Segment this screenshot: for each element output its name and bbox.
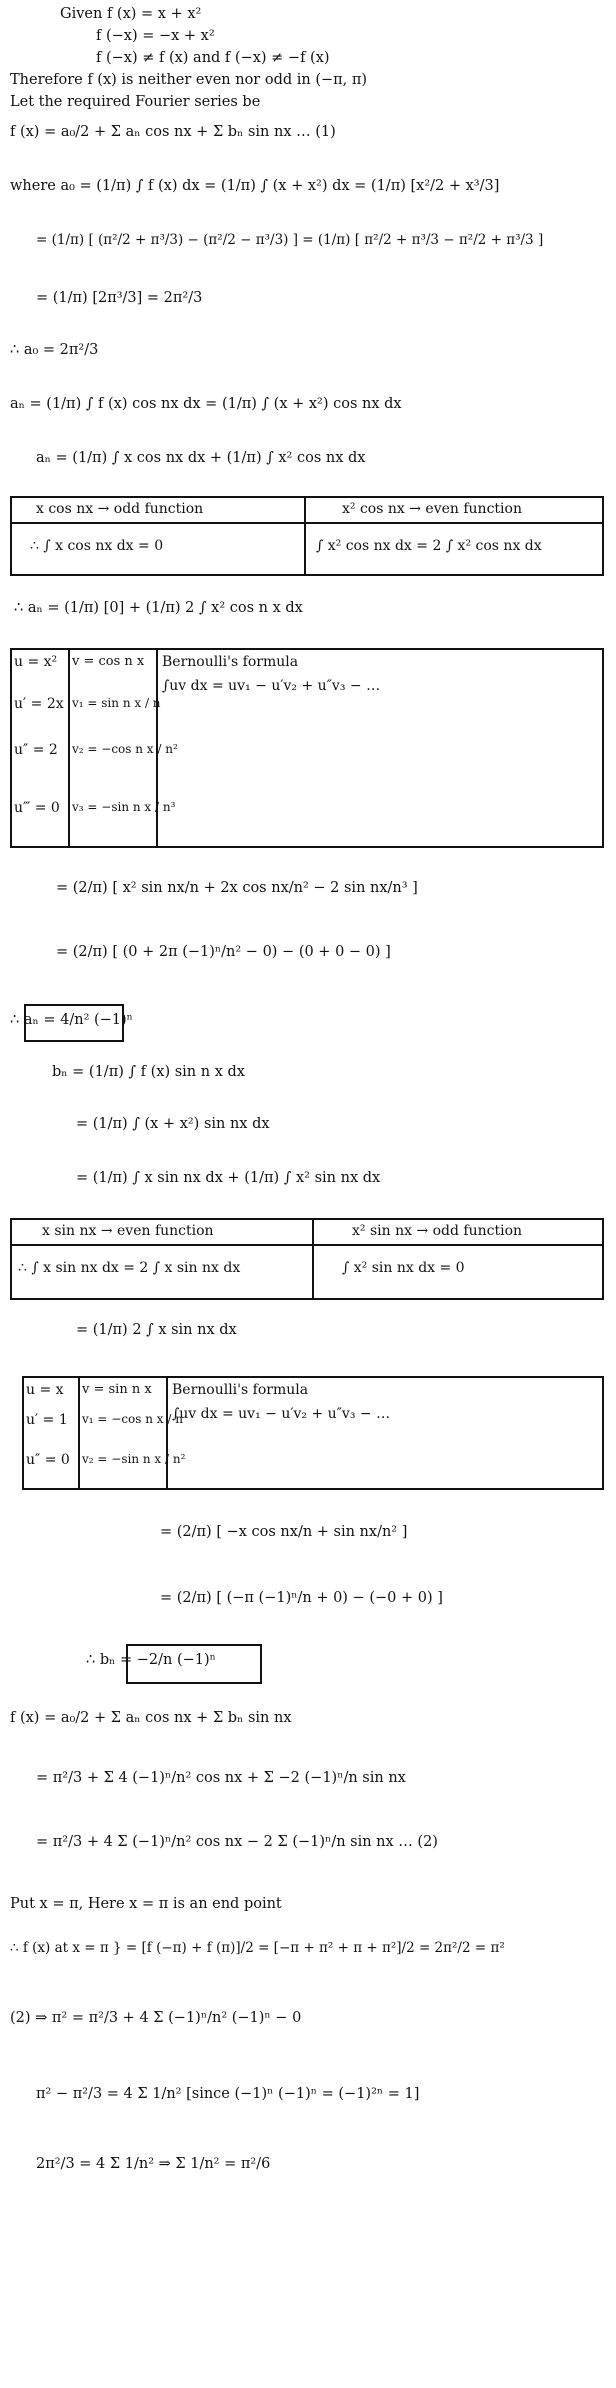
even-sin-integral: ∴ ∫ x sin nx dx = 2 ∫ x sin nx dx: [18, 1260, 241, 1276]
an-result: ∴ aₙ = 4/n² (−1)ⁿ: [10, 1012, 133, 1028]
u-triple-prime: u‴ = 0: [14, 800, 60, 816]
bernoulli-formula-b: ∫uv dx = uv₁ − u′v₂ + u″v₃ − …: [172, 1406, 391, 1422]
u-double-prime: u″ = 2: [14, 742, 58, 758]
parity-cos-odd: x cos nx → odd function: [36, 501, 204, 517]
basel-result: 2π²/3 = 4 Σ 1/n² ⇒ Σ 1/n² = π²/6: [36, 2156, 271, 2172]
parity-table-cos: [10, 496, 604, 576]
odd-sin-integral-zero: ∫ x² sin nx dx = 0: [342, 1260, 465, 1276]
bn-split-line: = (1/π) ∫ x sin nx dx + (1/π) ∫ x² sin nx dx: [76, 1170, 381, 1186]
bn-result: ∴ bₙ = −2/n (−1)ⁿ: [86, 1652, 216, 1668]
bernoulli-table-an: [10, 648, 604, 848]
u-prime-b: u′ = 1: [26, 1412, 68, 1428]
f-minus-x-line: f (−x) = −x + x²: [96, 28, 215, 44]
an-reduced-line: ∴ aₙ = (1/π) [0] + (1/π) 2 ∫ x² cos n x dx: [14, 600, 303, 616]
given-line: Given f (x) = x + x²: [60, 6, 202, 22]
odd-integral-zero: ∴ ∫ x cos nx dx = 0: [30, 538, 164, 554]
bernoulli-title-b: Bernoulli's formula: [172, 1382, 309, 1398]
even-integral-double: ∫ x² cos nx dx = 2 ∫ x² cos nx dx: [316, 538, 542, 554]
series-general: f (x) = a₀/2 + Σ aₙ cos nx + Σ bₙ sin nx: [10, 1710, 292, 1726]
v2-value: v₂ = −cos n x / n²: [72, 742, 178, 756]
v-value: v = cos n x: [72, 654, 145, 669]
a0-simplify-line: = (1/π) [2π³/3] = 2π²/3: [36, 290, 203, 306]
parity-table-sin: [10, 1218, 604, 1300]
an-bernoulli-apply: = (2/π) [ x² sin nx/n + 2x cos nx/n² − 2 sin nx/n³ ]: [56, 880, 418, 896]
bn-bernoulli-apply: = (2/π) [ −x cos nx/n + sin nx/n² ]: [160, 1524, 408, 1540]
bernoulli-title: Bernoulli's formula: [162, 654, 299, 670]
v2-value-b: v₂ = −sin n x / n²: [82, 1452, 186, 1466]
neither-condition-line: f (−x) ≠ f (x) and f (−x) ≠ −f (x): [96, 50, 330, 66]
bernoulli-table-bn: [22, 1376, 604, 1490]
parity-cos-even: x² cos nx → even function: [342, 501, 522, 517]
a0-expand-line: = (1/π) [ (π²/2 + π³/3) − (π²/2 − π³/3) ] = (1/π) [ π²/2 + π³/3 − π²/2 + π³/3 ]: [36, 232, 544, 248]
a0-integral-line: where a₀ = (1/π) ∫ f (x) dx = (1/π) ∫ (x + x²) dx = (1/π) [x²/2 + x³/3]: [10, 178, 500, 194]
u-value: u = x²: [14, 654, 58, 670]
bn-reduced-line: = (1/π) 2 ∫ x sin nx dx: [76, 1322, 237, 1338]
endpoint-value: ∴ f (x) at x = π } = [f (−π) + f (π)]/2 = [−π + π² + π + π²]/2 = 2π²/2 = π²: [10, 1940, 505, 1956]
v1-value: v₁ = sin n x / n: [72, 696, 161, 710]
eq2-at-pi: (2) ⇒ π² = π²/3 + 4 Σ (−1)ⁿ/n² (−1)ⁿ − 0: [10, 2010, 302, 2026]
bn-limits-apply: = (2/π) [ (−π (−1)ⁿ/n + 0) − (−0 + 0) ]: [160, 1590, 443, 1606]
neither-even-odd-line: Therefore f (x) is neither even nor odd in (−π, π): [10, 72, 368, 88]
fourier-intro-line: Let the required Fourier series be: [10, 94, 261, 110]
an-limits-apply: = (2/π) [ (0 + 2π (−1)ⁿ/n² − 0) − (0 + 0 − 0) ]: [56, 944, 391, 960]
u-prime: u′ = 2x: [14, 696, 64, 712]
v3-value: v₃ = −sin n x / n³: [72, 800, 176, 814]
parity-sin-odd: x² sin nx → odd function: [352, 1223, 523, 1239]
a0-result-line: ∴ a₀ = 2π²/3: [10, 342, 99, 358]
bn-integral-line: bₙ = (1/π) ∫ f (x) sin n x dx: [52, 1064, 245, 1080]
bernoulli-formula: ∫uv dx = uv₁ − u′v₂ + u″v₃ − …: [162, 678, 381, 694]
fourier-series-eq1: f (x) = a₀/2 + Σ aₙ cos nx + Σ bₙ sin nx … (1): [10, 124, 336, 140]
series-substituted: = π²/3 + Σ 4 (−1)ⁿ/n² cos nx + Σ −2 (−1)ⁿ/n sin nx: [36, 1770, 406, 1786]
u-value-b: u = x: [26, 1382, 64, 1398]
series-eq2: = π²/3 + 4 Σ (−1)ⁿ/n² cos nx − 2 Σ (−1)ⁿ/n sin nx … (2): [36, 1834, 438, 1850]
parity-sin-even: x sin nx → even function: [42, 1223, 214, 1239]
bn-expand-line: = (1/π) ∫ (x + x²) sin nx dx: [76, 1116, 270, 1132]
an-split-line: aₙ = (1/π) ∫ x cos nx dx + (1/π) ∫ x² cos nx dx: [36, 450, 366, 466]
endpoint-note: Put x = π, Here x = π is an end point: [10, 1896, 282, 1912]
u-double-prime-b: u″ = 0: [26, 1452, 70, 1468]
v-value-b: v = sin n x: [82, 1382, 152, 1397]
v1-value-b: v₁ = −cos n x / n: [82, 1412, 183, 1426]
an-integral-line: aₙ = (1/π) ∫ f (x) cos nx dx = (1/π) ∫ (x + x²) cos nx dx: [10, 396, 402, 412]
rearranged-line: π² − π²/3 = 4 Σ 1/n² [since (−1)ⁿ (−1)ⁿ = (−1)²ⁿ = 1]: [36, 2086, 420, 2102]
